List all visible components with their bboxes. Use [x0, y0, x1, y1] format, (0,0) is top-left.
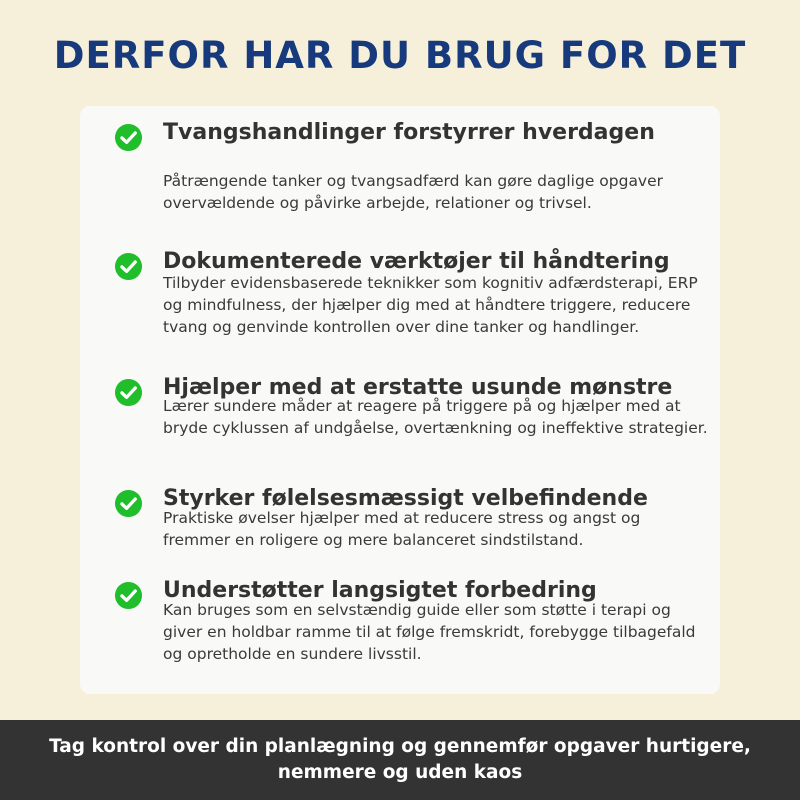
- check-circle-icon: [114, 378, 143, 407]
- check-circle-icon: [114, 581, 143, 610]
- benefit-title: Hjælper med at erstatte usunde mønstre: [163, 375, 673, 400]
- check-circle-icon: [114, 489, 143, 518]
- check-circle-icon: [114, 123, 143, 152]
- footer-text: Tag kontrol over din planlægning og gennemfør opgaver hurtigere, nemmere og uden kaos: [49, 736, 751, 783]
- benefit-title: Styrker følelsesmæssigt velbefindende: [163, 486, 648, 511]
- benefit-title: Dokumenterede værktøjer til håndtering: [163, 249, 670, 274]
- benefit-description: Kan bruges som en selvstændig guide eller som støtte i terapi og giver en holdbar ramme til at følge fremskridt, forebygge tilbagefald og opretholde en sundere livsstil.: [163, 601, 696, 663]
- benefit-title: Understøtter langsigtet forbedring: [163, 578, 597, 603]
- footer-banner: [0, 720, 800, 800]
- benefit-title: Tvangshandlinger forstyrrer hverdagen: [163, 120, 655, 145]
- benefit-description: Lærer sundere måder at reagere på triggere på og hjælper med at bryde cyklussen af undgåelse, overtænkning og ineffektive strategier.: [163, 397, 708, 437]
- benefits-card: [80, 106, 720, 694]
- check-circle-icon: [114, 252, 143, 281]
- page-title: DERFOR HAR DU BRUG FOR DET: [53, 34, 747, 77]
- benefit-description: Påtrængende tanker og tvangsadfærd kan gøre daglige opgaver overvældende og påvirke arbejde, relationer og trivsel.: [163, 172, 664, 212]
- benefit-description: Tilbyder evidensbaserede teknikker som kognitiv adfærdsterapi, ERP og mindfulness, der hjælper dig med at håndtere triggere, reducere tvang og genvinde kontrollen over dine tanker og handlinger.: [163, 274, 698, 336]
- benefit-description: Praktiske øvelser hjælper med at reducere stress og angst og fremmer en roligere og mere balanceret sindstilstand.: [163, 509, 641, 549]
